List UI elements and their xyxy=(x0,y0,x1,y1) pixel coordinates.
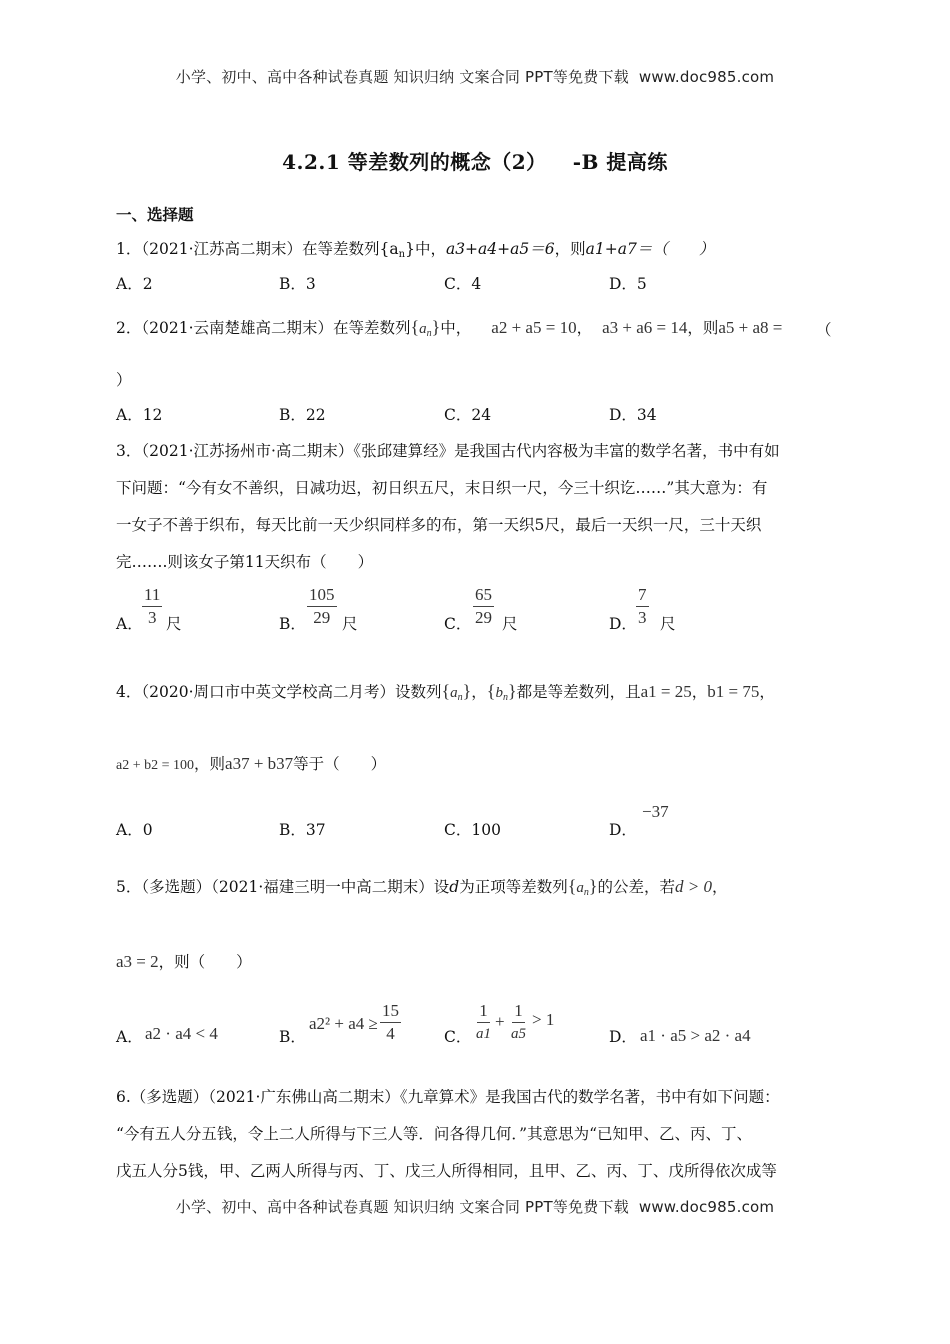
page-title xyxy=(0,146,950,175)
question-5-line-1 xyxy=(116,875,728,898)
q4-comma-2: ， xyxy=(759,683,775,701)
q3-option-d-label[interactable]: D． xyxy=(609,615,637,633)
q4-cond-2: b1 = 75 xyxy=(707,682,760,701)
q4-option-a[interactable]: A．0 xyxy=(116,821,153,839)
q5-seq: $\{a_n\}$ xyxy=(567,876,598,898)
q5-option-b-label[interactable]: B． xyxy=(279,1028,306,1046)
q3-option-d-fraction: $\frac{7}{3}$ xyxy=(638,585,647,627)
q4-cond-3: a2 + b2 = 100 xyxy=(116,758,195,773)
q5-option-d-label[interactable]: D． xyxy=(609,1028,637,1046)
q4-then: ，则 xyxy=(194,755,226,773)
q5-option-d-expr: a1 · a5 > a2 · a4 xyxy=(640,1026,751,1045)
q2-option-a[interactable]: A．12 xyxy=(116,406,163,424)
q5-cond-1: d > 0 xyxy=(675,877,712,896)
q3-option-c-unit: 尺 xyxy=(502,615,518,633)
q1-option-d[interactable]: D．5 xyxy=(609,275,647,293)
q5-option-c-label[interactable]: C． xyxy=(444,1028,472,1046)
title-sub: -B 提高练 xyxy=(572,150,668,174)
section-heading: 一、选择题 xyxy=(116,205,194,224)
q1-target: a1+a7＝（ ） xyxy=(585,240,715,258)
question-3-line-3: 一女子不善于织布，每天比前一天少织同样多的布，第一天织5尺，最后一天织一尺，三十天织 xyxy=(116,516,762,534)
q3-option-a-fraction: $\frac{11}{3}$ xyxy=(144,585,161,627)
q1-option-b[interactable]: B．3 xyxy=(279,275,316,293)
title-main: 4.2.1 等差数列的概念（2） xyxy=(282,150,547,174)
question-5-line-2 xyxy=(116,950,252,972)
q5-option-c-rest: > 1 xyxy=(532,1010,555,1029)
q5-option-b-fraction: $\frac{15}{4}$ xyxy=(382,1001,399,1043)
q4-option-d-value: −37 xyxy=(642,802,669,821)
question-3-line-4: 完…….则该女子第11天织布（ ） xyxy=(116,553,374,571)
q2-option-d[interactable]: D．34 xyxy=(609,406,657,424)
q2-paren-close: ） xyxy=(116,371,132,389)
q5-option-b-expr: a2² + a4 ≥ xyxy=(309,1014,378,1033)
q4-option-c[interactable]: C．100 xyxy=(444,821,501,839)
question-2 xyxy=(116,316,782,339)
q5-source-3: 的公差，若 xyxy=(597,878,675,896)
q4-both: 都是等差数列，且 xyxy=(516,683,641,701)
q5-option-a-expr: a2 · a4 < 4 xyxy=(145,1024,218,1043)
banner-site-link[interactable]: www.doc985.com xyxy=(638,68,775,86)
q5-d: d xyxy=(449,878,460,896)
q2-mid: 中， xyxy=(440,319,472,337)
q1-condition: a3+a4+a5＝6 xyxy=(445,240,555,258)
q2-comma: ， xyxy=(576,319,593,337)
q3-text-1: （2021·江苏扬州市·高二期末）《张邱建算经》是我国古代内容极为丰富的数学名著，书中有如 xyxy=(141,442,780,460)
question-6-line-1: 6.（多选题）（2021·广东佛山高二期末）《九章算术》是我国古代的数学名著，书中有如下问题： xyxy=(116,1088,780,1106)
q2-source: （2021·云南楚雄高二期末）在等差数列 xyxy=(141,319,411,337)
q2-option-c[interactable]: C．24 xyxy=(444,406,492,424)
footer-banner-site-link[interactable]: www.doc985.com xyxy=(638,1198,775,1216)
q4-cond-1: a1 = 25 xyxy=(640,682,692,701)
q2-then: ，则 xyxy=(687,319,719,337)
q5-option-c-fraction-2: $\frac{1}{a5}$ xyxy=(511,1001,526,1042)
q4-seq-b: $\{b_n\}$ xyxy=(486,681,517,703)
question-6-line-3: 戊五人分5钱，甲、乙两人所得与丙、丁、戊三人所得相同，且甲、乙、丙、丁、戊所得依次成等 xyxy=(116,1162,777,1180)
question-6-line-2: “今有五人分五钱，令上二人所得与下三人等．问各得几何．”其意思为“已知甲、乙、丙、丁、 xyxy=(116,1125,753,1143)
q1-mid: 中， xyxy=(414,240,446,258)
q2-cond-1: a2 + a5 = 10 xyxy=(491,318,577,337)
q1-seq-close: } xyxy=(405,240,415,258)
q2-number: 2． xyxy=(116,319,142,337)
q2-seq: $\{a_n\}$ xyxy=(410,317,441,339)
q5-cond-2: a3 = 2 xyxy=(116,952,159,971)
q5-option-a-label[interactable]: A． xyxy=(116,1028,143,1046)
q5-number: 5． xyxy=(116,878,142,896)
footer-banner-text: 小学、初中、高中各种试卷真题 知识归纳 文案合同 PPT等免费下载 xyxy=(175,1198,629,1216)
banner-text: 小学、初中、高中各种试卷真题 知识归纳 文案合同 PPT等免费下载 xyxy=(175,68,629,86)
q5-option-c-plus: + xyxy=(495,1012,505,1031)
q3-option-b-label[interactable]: B． xyxy=(279,615,306,633)
q1-option-c[interactable]: C．4 xyxy=(444,275,482,293)
footer-banner xyxy=(0,1196,950,1217)
q4-seq-a: $\{a_n\}$ xyxy=(441,681,472,703)
q4-target: a37 + b37 xyxy=(225,754,294,773)
q3-number: 3． xyxy=(116,442,142,460)
question-4-line-2 xyxy=(116,752,386,774)
q5-option-c-fraction-1: $\frac{1}{a1}$ xyxy=(476,1001,491,1042)
q3-option-b-unit: 尺 xyxy=(342,615,358,633)
q5-source-2: 为正项等差数列 xyxy=(459,878,568,896)
q4-source: （2020·周口市中英文学校高二月考）设数列 xyxy=(141,683,442,701)
q3-option-a-label[interactable]: A． xyxy=(116,615,143,633)
q1-then: ，则 xyxy=(554,240,586,258)
question-3-line-2: 下问题：“今有女不善织，日减功迟，初日织五尺，末日织一尺，今三十织讫……”其大意为：有 xyxy=(116,479,768,497)
q3-option-c-label[interactable]: C． xyxy=(444,615,472,633)
q4-number: 4． xyxy=(116,683,142,701)
q1-source: （2021·江苏高二期末）在等差数列 xyxy=(141,240,380,258)
q2-paren-open: （ xyxy=(816,321,832,339)
question-1 xyxy=(116,237,714,260)
q2-cond-2: a3 + a6 = 14 xyxy=(602,318,688,337)
q1-number: 1． xyxy=(116,240,142,258)
question-3-line-1 xyxy=(116,439,780,461)
q3-option-c-fraction: $\frac{65}{29}$ xyxy=(475,585,492,627)
q1-seq: {a xyxy=(379,240,399,258)
q4-equals: 等于（ ） xyxy=(293,755,387,773)
q4-option-d[interactable]: D． xyxy=(609,821,637,839)
q5-then: ，则（ ） xyxy=(158,953,252,971)
q4-sep: ， xyxy=(471,683,487,701)
q5-comma: ， xyxy=(711,878,728,896)
question-4-line-1 xyxy=(116,680,775,703)
q2-target: a5 + a8 = xyxy=(718,318,783,337)
q5-source: （多选题）（2021·福建三明一中高二期末）设 xyxy=(141,878,450,896)
q1-option-a[interactable]: A．2 xyxy=(116,275,153,293)
q2-option-b[interactable]: B．22 xyxy=(279,406,326,424)
header-banner xyxy=(0,66,950,87)
q4-comma-1: ， xyxy=(691,683,708,701)
q3-option-a-unit: 尺 xyxy=(166,615,182,633)
q3-option-d-unit: 尺 xyxy=(660,615,676,633)
q4-option-b[interactable]: B．37 xyxy=(279,821,326,839)
q3-option-b-fraction: $\frac{105}{29}$ xyxy=(309,585,335,627)
q1-seq-sub: n xyxy=(398,249,406,260)
